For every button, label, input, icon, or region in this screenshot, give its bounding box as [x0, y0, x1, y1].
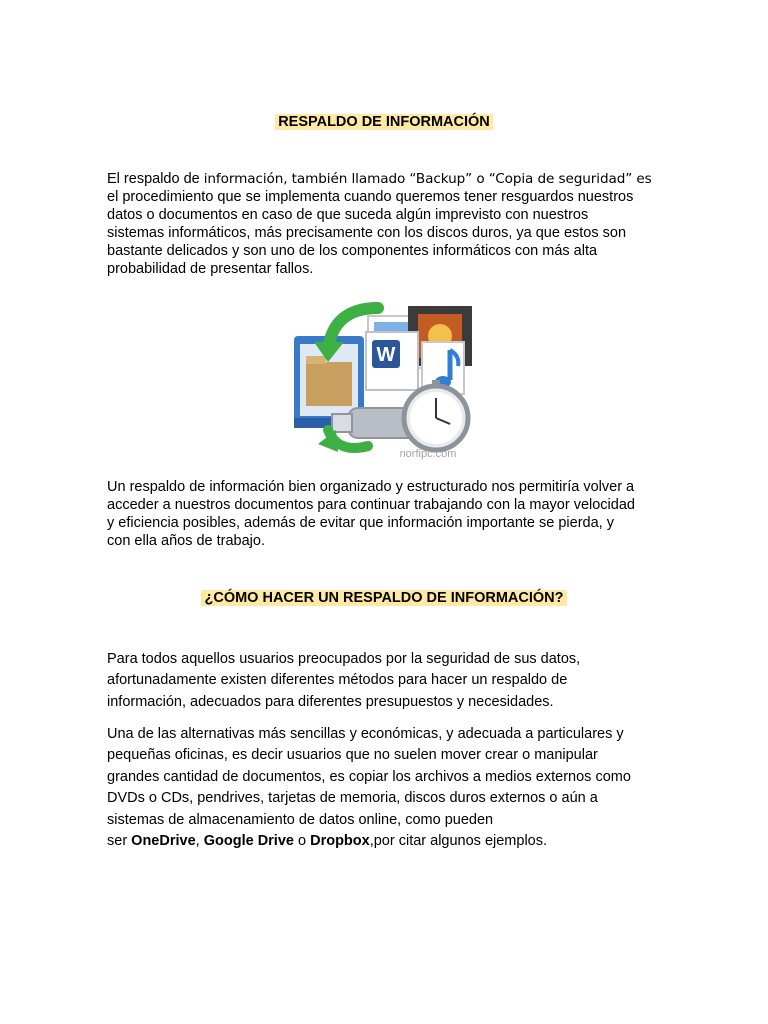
text-line: DVDs o CDs, pendrives, tarjetas de memoria, discos duros externos o aún a: [107, 790, 598, 807]
paragraph-metodos: [107, 649, 667, 713]
text-line: bastante delicados y son uno de los componentes informáticos con más alta: [107, 243, 598, 259]
text-line: grandes cantidad de documentos, es copiar los archivos a medios externos como: [107, 768, 631, 785]
heading-text: ¿CÓMO HACER UN RESPALDO DE INFORMACIÓN?: [201, 590, 566, 606]
text-line: con ella años de trabajo.: [107, 533, 265, 549]
text-line: Una de las alternativas más sencillas y económicas, y adecuada a particulares y: [107, 726, 624, 742]
word-document-icon: [366, 332, 418, 390]
dropbox-text: Dropbox: [310, 833, 370, 850]
backup-illustration: [288, 296, 478, 466]
text-line: sistemas de almacenamiento de datos online, como pueden: [107, 811, 494, 828]
paragraph-intro: [107, 170, 667, 278]
text-line: El respaldo de información, también llamado “Backup” o “Copia de seguridad” es: [107, 171, 652, 187]
watermark-text: norfipc.com: [399, 448, 457, 460]
heading-respaldo: [0, 113, 768, 131]
svg-text:W: W: [376, 344, 396, 366]
heading-text: RESPALDO DE INFORMACIÓN: [275, 114, 493, 130]
text-line: el procedimiento que se implementa cuando queremos tener resguardos nuestros: [107, 189, 634, 205]
text-line: datos o documentos en caso de que suceda algún imprevisto con nuestros: [107, 207, 589, 223]
text-line: y eficiencia posibles, además de evitar que información importante se pierda, y: [107, 515, 614, 531]
text-line: probabilidad de presentar fallos.: [107, 261, 314, 277]
onedrive-text: OneDrive: [131, 833, 196, 850]
paragraph-benefits: [107, 478, 667, 550]
text-line: pequeñas oficinas, es decir usuarios que no suelen mover crear o manipular: [107, 747, 598, 764]
text-line: acceder a nuestros documentos para continuar trabajando con la mayor velocidad: [107, 497, 635, 513]
heading-como-hacer: [0, 589, 768, 607]
text-line: Para todos aquellos usuarios preocupados por la seguridad de sus datos,: [107, 651, 581, 667]
text-line: información, adecuados para diferentes presupuestos y necesidades.: [107, 693, 554, 710]
paragraph-alternativas: [107, 724, 667, 852]
text-line: sistemas informáticos, más precisamente con los discos duros, ya que estos son: [107, 225, 627, 241]
text-line: afortunadamente existen diferentes métodos para hacer un respaldo de: [107, 672, 568, 689]
text-line-services: ser OneDrive, Google Drive o Dropbox,por citar algunos ejemplos.: [107, 833, 548, 850]
google-drive-text: Google Drive: [203, 833, 294, 850]
text-line: Un respaldo de información bien organizado y estructurado nos permitiría volver a: [107, 479, 635, 495]
